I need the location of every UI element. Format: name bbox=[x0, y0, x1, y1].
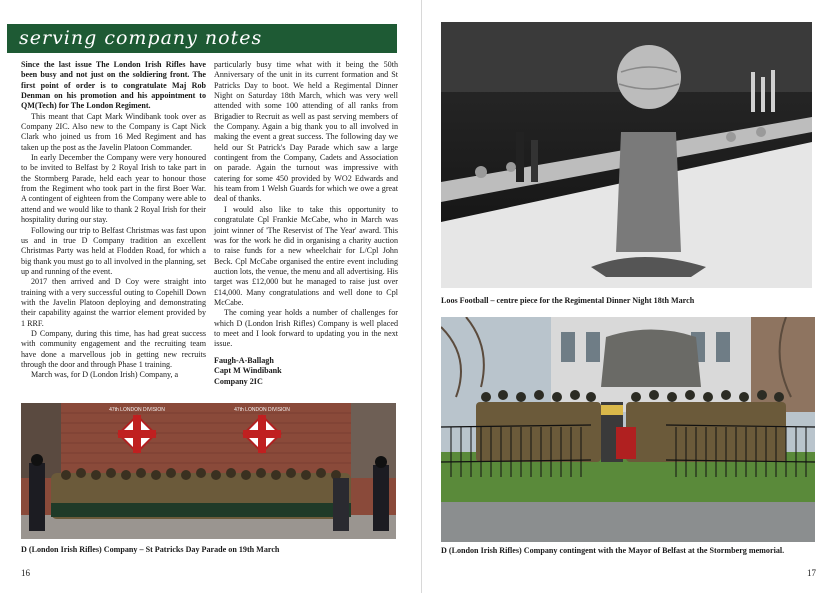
article-paragraph: I would also like to take this opportunity to congratulate Cpl Frankie McCabe, who in March was joint winner of 'The Reservist of The Year' award. This was for the work he did in organising a charity auction to raise funds for a new wheelchair for L/Cpl John Beck. Cpl McCabe organised the entire event including auction lots, the venue, the menu and all advertising. His target was £12,000 but he managed to raise just over £14,000. Many congratulations and well done to Cpl McCabe. bbox=[214, 204, 398, 307]
article-signoff bbox=[214, 356, 398, 388]
article-paragraph: In early December the Company were very honoured to be invited to Belfast by 2 Royal Irish to take part in the Stormberg Parade, held each year to honour those from the Regiment who took part in the first Boer War. A contingent of eighteen from the Company were able to attend and we would like to thank 2 Royal Irish for their hospitality during our stay. bbox=[21, 153, 206, 225]
parade-photo bbox=[21, 403, 396, 539]
article-column-1 bbox=[21, 60, 206, 381]
section-banner bbox=[7, 24, 397, 53]
dinner-photo-caption: Loos Football – centre piece for the Regimental Dinner Night 18th March bbox=[441, 296, 695, 305]
section-title: serving company notes bbox=[19, 27, 263, 49]
article-paragraph: 2017 then arrived and D Coy were straight into training with a very successful outing to Copehill Down with the Javelin Platoon deploying and demonstrating their capability against the warrior element provided by 1 RRF. bbox=[21, 277, 206, 328]
article-paragraph: D Company, during this time, has had great success with community engagement and the recruiting team have done a marvellous job in getting new recruits through the door and through Phase 1 training. bbox=[21, 328, 206, 369]
signoff-motto: Faugh-A-Ballagh bbox=[214, 355, 274, 365]
dinner-photo bbox=[441, 22, 812, 288]
article-column-2 bbox=[214, 60, 398, 387]
article-paragraph: Following our trip to Belfast Christmas was fast upon us and in true D Company tradition an excellent Christmas Party was held at Flodden Road, for which a big thank you must go to all involved in the planning, set up and running of the event. bbox=[21, 225, 206, 276]
page-number-right: 17 bbox=[807, 568, 816, 578]
division-sign-left: 47th LONDON DIVISION bbox=[109, 407, 165, 413]
article-paragraph: March was, for D (London Irish) Company, a bbox=[31, 370, 179, 380]
page-number-left: 16 bbox=[21, 568, 30, 578]
article-paragraph: The coming year holds a number of challenges for which D (London Irish Rifles) Company is well placed to meet and I look forward to updating you in the next issue. bbox=[214, 308, 398, 349]
memorial-photo bbox=[441, 317, 815, 542]
parade-photo-caption: D (London Irish Rifles) Company – St Patricks Day Parade on 19th March bbox=[21, 545, 280, 554]
signoff-author: Capt M Windibank bbox=[214, 366, 282, 376]
article-lead-paragraph: Since the last issue The London Irish Rifles have been busy and not just on the soldiering front. The first point of order is to congratulate Maj Rob Denman on his promotion and his appointment to QM(Tech) for The London Regiment. bbox=[21, 60, 206, 111]
memorial-photo-caption: D (London Irish Rifles) Company contingent with the Mayor of Belfast at the Stormberg memorial. bbox=[441, 546, 785, 555]
article-paragraph: particularly busy time what with it being the 50th Anniversary of the unit in its current formation and St Patricks Day to boot. We held a Regimental Dinner Night on Saturday 18th March, which was very well attended with some 100 attending of all ranks from Brigadier to Recruit as well as past serving members of the Company. Again a big thank you to all involved in making the event a great success. The following day we held our St Patrick's Day Parade which saw a large contingent from the Company, Cadets and Association on parade. Again the turnout was impressive with catering for some 450 provided by WO2 Edwards and his team from 1 Welsh Guards for which we owe a great deal of thanks. bbox=[214, 60, 398, 204]
article-paragraph: This meant that Capt Mark Windibank took over as Company 2IC. Also new to the Company is Capt Nick Clark who joined us from 16 Med Regiment and has taken up the post as the Javelin Platoon Commander. bbox=[21, 111, 206, 152]
division-sign-right: 47th LONDON DIVISION bbox=[234, 407, 290, 413]
signoff-role: Company 2IC bbox=[214, 376, 263, 386]
page-gutter bbox=[421, 0, 422, 593]
